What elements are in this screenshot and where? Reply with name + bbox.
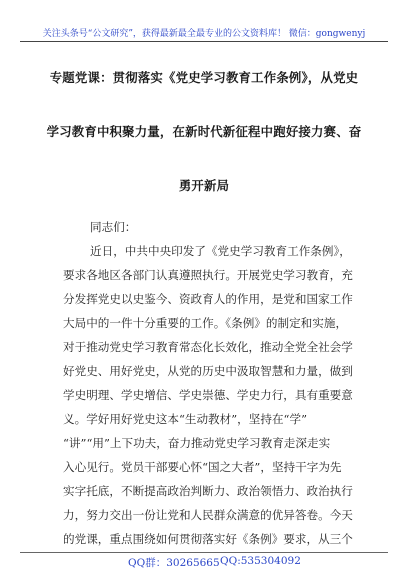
paragraph-line: 入心见行。党员干部要心怀“国之大者”，坚持干字为先 xyxy=(63,460,342,474)
header-notice: 关注头条号“公文研究”，获得最新最全最专业的公文资料库！ 微信：gongwenyj xyxy=(42,29,366,39)
qq-group-text: QQ群：30265665 xyxy=(128,557,220,569)
header-divider xyxy=(20,41,388,42)
paragraph-line: 大局中的一件十分重要的工作。《条例》的制定和实施， xyxy=(63,316,348,330)
paragraph-line: 要求各地区各部门认真遵照执行。开展党史学习教育，充 xyxy=(63,268,353,282)
title-line-1: 专题党课：贯彻落实《党史学习教育工作条例》，从党史 xyxy=(49,70,359,85)
paragraph-line: 分发挥党史以史鉴今、资政育人的作用，是党和国家工作 xyxy=(63,292,353,306)
paragraph-line: 实字托底，不断提高政治判断力、政治领悟力、政治执行 xyxy=(63,484,353,498)
paragraph-line: 的党课，重点围绕如何贯彻落实好《条例》要求，从三个 xyxy=(63,532,353,546)
paragraph-line: 义。学好用好党史这本“生动教材”，坚持在“学” xyxy=(63,412,307,426)
title-line-3: 勇开新局 xyxy=(178,178,230,193)
footer xyxy=(0,553,408,573)
paragraph-line: 力，努力交出一份让党和人民群众满意的优异答卷。今天 xyxy=(63,508,353,522)
paragraph-line: 好党史、用好党史，从党的历史中汲取智慧和力量，做到 xyxy=(63,364,353,378)
paragraph-line: 近日，中共中央印发了《党史学习教育工作条例》， xyxy=(90,244,351,258)
paragraph-line: “讲”“用”上下功夫，奋力推动党史学习教育走深走实 xyxy=(63,436,331,450)
paragraph-line: 学史明理、学史增信、学史崇德、学史力行，具有重要意 xyxy=(63,388,353,402)
salutation: 同志们： xyxy=(90,220,137,234)
title-line-2: 学习教育中积聚力量，在新时代新征程中跑好接力赛、奋 xyxy=(46,124,362,139)
paragraph-line: 对于推动党史学习教育常态化长效化，推动全党全社会学 xyxy=(63,340,353,354)
qq-contact-text: QQ:535304092 xyxy=(220,555,301,567)
